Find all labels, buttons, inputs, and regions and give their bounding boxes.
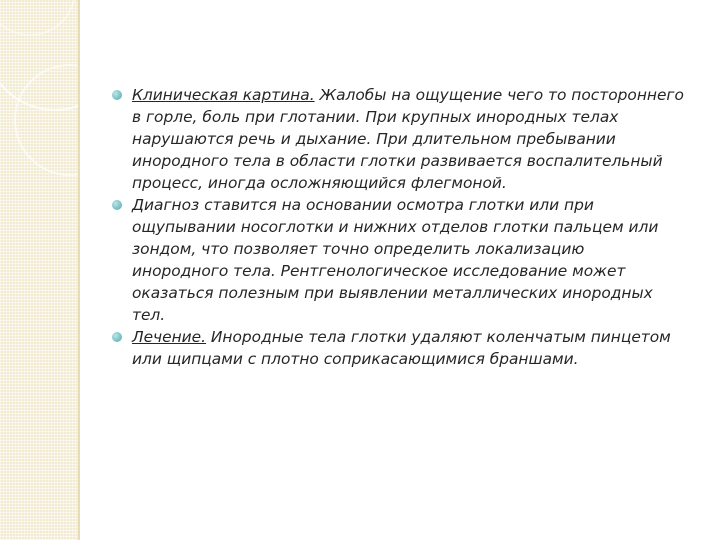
item-term: Лечение. xyxy=(132,328,207,346)
bullet-list xyxy=(112,84,684,370)
list-item xyxy=(112,326,684,370)
bullet-icon xyxy=(112,332,122,342)
item-text: Жалобы на ощущение чего то постороннего в горле, боль при глотании. При крупных инородных телах нарушаются речь и дыхание. При длительном пребывании инородного тела в области глотки развивается воспалительный процесс, иногда осложняющийся флегмоной. xyxy=(132,86,684,192)
item-text: Инородные тела глотки удаляют коленчатым пинцетом или щипцами с плотно соприкасающимися браншами. xyxy=(132,328,671,368)
item-term: Клиническая картина. xyxy=(132,86,315,104)
list-item xyxy=(112,84,684,194)
bullet-icon xyxy=(112,90,122,100)
decorative-rings-icon xyxy=(0,0,80,540)
bullet-icon xyxy=(112,200,122,210)
band-edge-divider xyxy=(78,0,80,540)
list-item xyxy=(112,194,684,326)
decorative-side-band xyxy=(0,0,80,540)
item-text: Диагноз ставится на основании осмотра глотки или при ощупывании носоглотки и нижних отделов глотки пальцем или зондом, что позволяет точно определить локализацию инородного тела. Рентгенологическое исследование может оказаться полезным при выявлении металлических инородных тел. xyxy=(132,196,659,324)
